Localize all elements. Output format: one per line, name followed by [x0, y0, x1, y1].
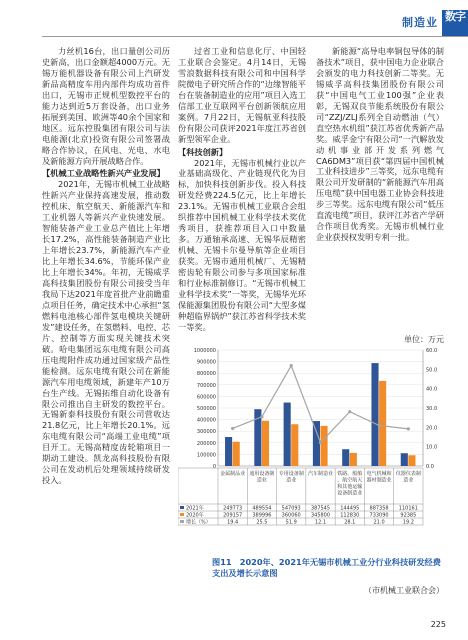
section-heading: 【科技创新】: [178, 146, 228, 157]
y-tick-label: 200000: [196, 440, 216, 447]
chart-unit: 单位：万元: [404, 335, 444, 344]
table-cell: 21.0: [373, 519, 385, 526]
growth-point: [231, 427, 234, 430]
bar-2021: [225, 437, 232, 466]
category-label: 造业: [403, 477, 414, 484]
bar-2020: [291, 424, 298, 466]
y-tick-label: 400000: [196, 417, 216, 424]
table-cell: 733090: [369, 512, 389, 519]
growth-point: [377, 424, 380, 427]
legend-swatch: [180, 506, 184, 509]
brand-logo: 数字: [442, 10, 468, 36]
bar-2020: [233, 442, 240, 466]
page-header: [0, 0, 468, 42]
category-label: 专用设备制: [278, 471, 304, 477]
legend-label: 2020年: [186, 512, 204, 519]
table-cell: 28.1: [344, 519, 356, 526]
legend-swatch: [180, 520, 184, 523]
table-cell: 92385: [400, 512, 417, 519]
bar-2021: [371, 363, 378, 466]
text-column-left: [42, 46, 170, 626]
paragraph: 新能源“高导电率铜包导体的制备技术”项目，获中国电力企业联合会颁发的电力科技创新二等奖。无锡威孚高科技集团股份有限公司获“中国电气工业100强”企业表彰，无锡双良节能系统股份有限公司“ZZJ/ZLJ系列全自动燃油（气）直空热水机组”获江苏省优秀新产品奖。威孚金宁有限公司“一汽解放发动机事业部开发系列燃气CA6DM3”项目获“第四届中国机械工业科技进步”三等奖，远东电缆有限公司开发研制的“新能源汽车用高压电缆”获中国电器工业协会科技进步三等奖。远东电缆有限公司“低压直流电缆”项目，获评江苏省产学研合作项目优秀奖。无锡市机械行业企业获授权发明专利一批。: [316, 46, 444, 243]
table-cell: 144495: [340, 505, 360, 512]
table-cell: 12.1: [314, 519, 327, 526]
table-cell: 19.4: [227, 519, 239, 526]
table-cell: 249773: [223, 505, 243, 512]
bar-2021: [342, 449, 349, 466]
table-cell: 360060: [281, 512, 301, 519]
category-label: 器材制造业: [366, 477, 392, 484]
growth-point: [319, 441, 322, 444]
category-label: 仪器仪表制: [395, 471, 421, 477]
category-label: 造业: [256, 477, 267, 484]
category-label: 、航空航天: [337, 477, 363, 484]
header-rule: [42, 36, 468, 37]
y2-tick-label: 10.0: [426, 444, 438, 451]
bar-2021: [313, 421, 320, 466]
y2-tick-label: 0.0: [426, 464, 434, 470]
table-cell: 387545: [310, 505, 331, 512]
growth-point: [348, 410, 351, 413]
table-cell: 345800: [310, 512, 331, 519]
growth-point: [407, 427, 410, 430]
legend-swatch: [180, 513, 184, 516]
text-column-middle: [178, 46, 306, 336]
category-label: 设备制造业: [337, 490, 363, 497]
y2-tick-label: 20.0: [426, 425, 438, 432]
y-tick-label: 900000: [196, 359, 216, 366]
category-label: 铁路、船舶: [337, 471, 363, 477]
table-cell: 887358: [369, 505, 389, 512]
figure-caption: 图11 2020年、2021年无锡市机械工业分行业科技研发经费支出及增长示意图: [212, 557, 441, 578]
legend-label: 2021年: [186, 505, 204, 512]
category-label: 汽车制造业: [307, 471, 334, 477]
y-tick-label: 500000: [196, 406, 216, 412]
table-cell: 19.2: [402, 519, 414, 526]
y2-tick-label: 30.0: [426, 406, 438, 412]
bar-2020: [408, 455, 415, 466]
source-note: （市机械工业联合会）: [364, 586, 444, 595]
bar-2020: [350, 453, 357, 466]
paragraph: 2021年，无锡市机械工业战略性新兴产业保持高速发展，推动数控机床、航空航天、新能源汽车和工业机器人等新兴产业快速发展。智能装备产业工业总产值比上年增长17.2%，高性能装备制造产业比上年增长23.7%，新能源汽车产业比上年增长34.6%，节能环保产业比上年增长34%。年初，无锡威孚高科技集团股份有限公司接受当年我局下达2021年度首批产业前瞻重点项目任务，确定技术中心承担“氢燃料电池核心部件氢电模块关键研发”建设任务，在氢燃料、电控、芯片、控制等方面实现关键技术突破。哈电集团远东电缆有限公司高压电缆附件成功通过国家级产品性能检测。远东电缆有限公司在新能源汽车用电缆领域，新建年产10万台生产线。无锡拓维自动化设备有限公司推出自主研发的数控平台。无锡新泰科技股份有限公司营收达21.8亿元，比上年增长20.1%。远东电缆有限公司“高端工业电缆”项目开工。无锡高精度齿轮箱项目一期动工建设。凯龙高科技股份有限公司在发动机后处理领域持续研发投入。: [42, 179, 170, 486]
section-title: 制造业: [402, 16, 438, 29]
category-label: 金属制品业: [220, 471, 246, 477]
growth-point: [260, 415, 263, 418]
category-label: 电气机械和: [366, 471, 392, 477]
y-tick-label: 1000000: [193, 348, 216, 354]
page-number: 225: [430, 620, 446, 629]
bar-2021: [401, 453, 408, 466]
growth-point: [290, 364, 293, 367]
bar-2020: [321, 426, 328, 466]
table-cell: 209157: [223, 512, 243, 519]
y-tick-label: 300000: [196, 429, 216, 436]
y2-tick-label: 50.0: [426, 367, 438, 374]
y-tick-label: 600000: [196, 394, 216, 401]
text-column-right: [316, 46, 444, 336]
table-cell: 110161: [398, 505, 418, 512]
table-cell: 25.5: [256, 519, 268, 526]
y2-tick-label: 40.0: [426, 386, 438, 393]
category-label: 和其他运输: [337, 484, 363, 490]
legend-label: 增长（%）: [186, 519, 211, 526]
table-cell: 51.9: [285, 519, 297, 526]
bar-2020: [262, 421, 269, 466]
chart-svg: [178, 342, 446, 542]
y-tick-label: 0: [212, 464, 216, 470]
table-cell: 489554: [252, 505, 272, 512]
table-cell: 112830: [340, 512, 360, 519]
category-label: 通用设备制: [249, 471, 275, 477]
y-tick-label: 700000: [196, 382, 216, 389]
bar-2021: [284, 403, 291, 466]
y2-tick-label: 60.0: [426, 348, 438, 354]
y-tick-label: 800000: [196, 371, 216, 378]
rd-spending-chart: [178, 342, 446, 542]
category-label: 造业: [286, 477, 297, 484]
paragraph: 2021年，无锡市机械行业以产业基础高级化、产业链现代化为目标，加快科技创新步伐。投入科技研发经费224.5亿元，比上年增长23.1%。无锡市机械工业联合会组织推荐中国机械工业科学技术奖优秀项目，获推荐项目入口中数量多。万通轴承高速、无锡华辰精密机械、无锡卡尔曼导航等企业项目获奖。无锡市通用机械厂、无锡精密齿轮有限公司参与多项国家标准和行业标准制修订。“无锡市机械工业科学技术奖”一等奖，无锡华光环保能源集团股份有限公司“大型多煤种超临界锅炉”获江苏省科学技术奖一等奖。: [178, 157, 306, 332]
bar-2020: [379, 381, 386, 466]
table-cell: 547093: [281, 505, 301, 512]
section-heading: 【机械工业战略性新兴产业发展】: [42, 168, 165, 179]
table-cell: 389996: [252, 512, 272, 519]
paragraph: 过省工业和信息化厅、中国轻工业联合会鉴定。4月14日，无锡雪浪数据科技有限公司和中国科学院微电子研究所合作的“边缘智能平台在装备制造业的应用”项目入选工信部工业互联网平台创新领航应用案例。7月22日，无锡航亚科技股份有限公司获评2021年度江苏省创新型领军企业。: [178, 46, 306, 144]
y-tick-label: 100000: [196, 452, 216, 459]
paragraph: 力丝机16台，出口量创公司历史新高，出口金额超4000万元。无锡万能机器设备有限公司上汽研发新品高精度车用内部件均成功首件出口，无锡市正规机型数控平台的能力达到近5万套设备，出口业务拓展到美国、欧洲等40余个国家和地区。远东控股集团有限公司与法电能源(北京)投资有限公司签署战略合作协议，在风电、光电、水电及新能源方向开展战略合作。: [42, 46, 170, 166]
